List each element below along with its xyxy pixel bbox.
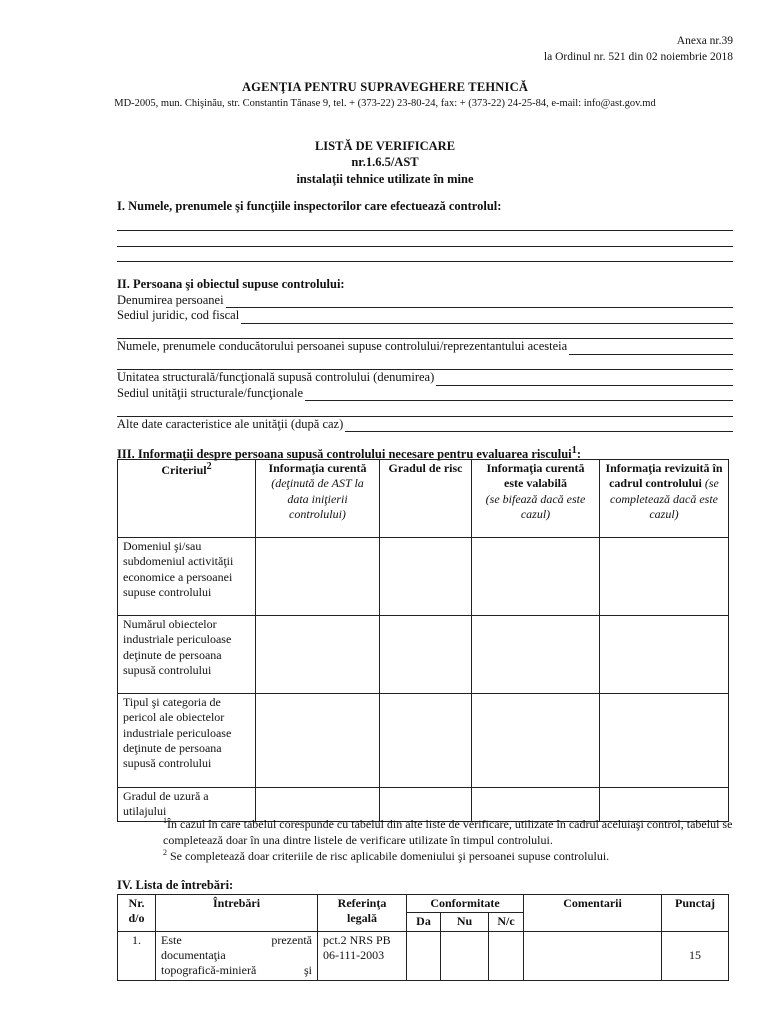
risk-row-criterion: Domeniul şi/sau subdomeniul activităţii economice a persoanei supuse controlului	[118, 538, 256, 616]
blank-line-2[interactable]	[117, 355, 733, 371]
field-unitatea-line[interactable]	[436, 374, 733, 386]
section-2-heading: II. Persoana şi obiectul supuse controlului:	[117, 277, 345, 291]
agency-address: MD-2005, mun. Chişinău, str. Constantin Tănase 9, tel. + (373-22) 23-80-24, fax: + (373-22) 24-25-84, e-mail: info@ast.gov.md	[114, 97, 656, 109]
risk-cell[interactable]	[256, 694, 380, 788]
risk-row	[118, 694, 729, 788]
agency-header	[0, 80, 770, 110]
section-1-heading: I. Numele, prenumele şi funcţiile inspectorilor care efectuează controlul:	[117, 199, 502, 213]
field-denumirea	[117, 293, 733, 309]
footnote-2-text: Se completează doar criteriile de risc aplicabile domeniului şi persoanei supuse controlului.	[170, 849, 610, 864]
footnote-ref-1: 1	[571, 445, 577, 456]
field-alte-date-label: Alte date caracteristice ale unităţii (după caz)	[117, 416, 344, 431]
title-line-1: LISTĂ DE VERIFICARE	[314, 139, 456, 153]
questions-header-row-1	[118, 895, 729, 913]
col-gradul-de-risc	[380, 460, 472, 538]
field-unitatea-label: Unitatea structurală/funcţională supusă controlului (denumirea)	[117, 370, 435, 384]
question-text-line-3: topografică-minieră şi	[161, 963, 312, 978]
col-comentarii: Comentarii	[524, 895, 662, 932]
field-sediul-label: Sediul juridic, cod fiscal	[117, 308, 240, 322]
footnote-1	[163, 816, 733, 848]
col-criteriul-label: Criteriul	[161, 463, 207, 477]
risk-cell[interactable]	[472, 616, 600, 694]
col-gradul-de-risc-label: Gradul de risc	[388, 461, 463, 475]
col-informatia-valabila-label: Informaţia curentă este valabilă	[486, 461, 585, 491]
col-nr: Nr. d/o	[118, 895, 156, 932]
section-inspectors	[117, 199, 733, 262]
col-criteriul	[118, 460, 256, 538]
questions-table	[117, 894, 729, 981]
col-da: Da	[407, 913, 441, 931]
question-number: 1.	[118, 931, 156, 980]
col-informatia-valabila	[472, 460, 600, 538]
col-informatia-curenta-note: (deţinută de AST la data iniţierii controlului)	[271, 476, 364, 522]
risk-table-header	[118, 460, 729, 538]
risk-cell[interactable]	[380, 694, 472, 788]
section-questions-heading	[117, 878, 733, 894]
comment-cell[interactable]	[524, 931, 662, 980]
risk-cell[interactable]	[380, 616, 472, 694]
footnote-2	[163, 848, 733, 865]
risk-cell[interactable]	[600, 616, 729, 694]
col-informatia-valabila-note: (se bifează dacă este cazul)	[485, 491, 586, 522]
blank-line-1[interactable]	[117, 324, 733, 340]
inspector-line-2[interactable]	[117, 231, 733, 247]
field-conducator-label: Numele, prenumele conducătorului persoanei supuse controlului/reprezentantului acesteia	[117, 339, 568, 353]
field-conducator-line[interactable]	[569, 343, 733, 355]
risk-cell[interactable]	[600, 694, 729, 788]
conformity-nu-cell[interactable]	[441, 931, 489, 980]
risk-table	[117, 459, 729, 822]
footnotes	[163, 816, 733, 865]
agency-name: AGENŢIA PENTRU SUPRAVEGHERE TEHNICĂ	[241, 80, 529, 94]
col-informatia-revizuita-note: (se completează dacă este cazul)	[610, 476, 719, 522]
field-unitatea	[117, 370, 733, 386]
risk-row	[118, 538, 729, 616]
col-informatia-revizuita-label: Informaţia revizuită în cadrul controlului	[605, 461, 723, 491]
question-text-line-2: documentaţia	[161, 948, 226, 963]
risk-row	[118, 616, 729, 694]
risk-row-criterion: Gradul de uzură a utilajului	[118, 788, 256, 822]
field-alte-date	[117, 417, 733, 433]
field-sediul-line[interactable]	[241, 312, 733, 324]
risk-cell[interactable]	[256, 538, 380, 616]
title-line-2: nr.1.6.5/AST	[351, 155, 419, 170]
field-sediul-unitatii-label: Sediul unităţii structurale/funcţionale	[117, 385, 304, 400]
col-informatia-curenta	[256, 460, 380, 538]
risk-cell[interactable]	[472, 694, 600, 788]
risk-row-criterion: Numărul obiectelor industriale periculoase deţinute de persoana supusă controlului	[118, 616, 256, 694]
col-nu: Nu	[441, 913, 489, 931]
risk-cell[interactable]	[256, 616, 380, 694]
footnote-ref-2: 2	[206, 461, 212, 472]
col-punctaj: Punctaj	[662, 895, 729, 932]
col-informatia-revizuita	[600, 460, 729, 538]
conformity-da-cell[interactable]	[407, 931, 441, 980]
risk-cell[interactable]	[380, 538, 472, 616]
field-denumirea-label: Denumirea persoanei	[117, 292, 224, 307]
section-controlled-person	[117, 277, 733, 432]
question-text-line-1: Este prezentă	[161, 932, 312, 947]
section-4-heading: IV. Lista de întrebări:	[117, 878, 234, 892]
col-informatia-curenta-label: Informaţia curentă	[268, 461, 367, 475]
title-line-3: instalaţii tehnice utilizate în mine	[296, 171, 474, 186]
section-3-heading-text: III. Informaţii despre persoana supusă controlului necesare pentru evaluarea riscului	[117, 447, 572, 462]
blank-line-3[interactable]	[117, 401, 733, 417]
field-conducator	[117, 339, 733, 355]
risk-row-criterion: Tipul şi categoria de pericol ale obiectelor industriale periculoase deţinute de persoana supusă controlului	[118, 694, 256, 788]
question-text	[156, 931, 318, 980]
annex-order: la Ordinul nr. 521 din 02 noiembrie 2018	[543, 50, 733, 63]
footnote-1-mark: 1	[163, 816, 167, 825]
col-intrebari: Întrebări	[156, 895, 318, 932]
question-row	[118, 931, 729, 980]
inspector-line-1[interactable]	[117, 216, 733, 232]
question-score: 15	[662, 931, 729, 980]
conformity-nc-cell[interactable]	[489, 931, 524, 980]
field-alte-date-line[interactable]	[345, 420, 733, 432]
field-denumirea-line[interactable]	[226, 296, 733, 308]
risk-cell[interactable]	[600, 538, 729, 616]
field-sediul-unitatii-line[interactable]	[305, 389, 733, 401]
document-title	[0, 138, 770, 187]
footnote-2-mark: 2	[163, 848, 167, 858]
col-nc: N/c	[489, 913, 524, 931]
risk-cell[interactable]	[472, 538, 600, 616]
question-reference: pct.2 NRS PB 06-111-2003	[318, 931, 407, 980]
col-referinta: Referinţa legală	[318, 895, 407, 932]
field-sediul	[117, 308, 733, 324]
footnote-1-text: În cazul în care tabelul corespunde cu tabelul din alte liste de verificare, utilizate în cadrul aceluiaşi control, tabelul se completează doar în una dintre listele de verificare utilizate în timpul controlului.	[163, 817, 733, 847]
col-conformitate: Conformitate	[407, 895, 524, 913]
annex-reference	[544, 34, 733, 65]
inspector-line-3[interactable]	[117, 247, 733, 263]
field-sediul-unitatii	[117, 386, 733, 402]
section-3-heading-colon: :	[576, 447, 582, 462]
annex-number: Anexa nr.39	[676, 35, 733, 47]
